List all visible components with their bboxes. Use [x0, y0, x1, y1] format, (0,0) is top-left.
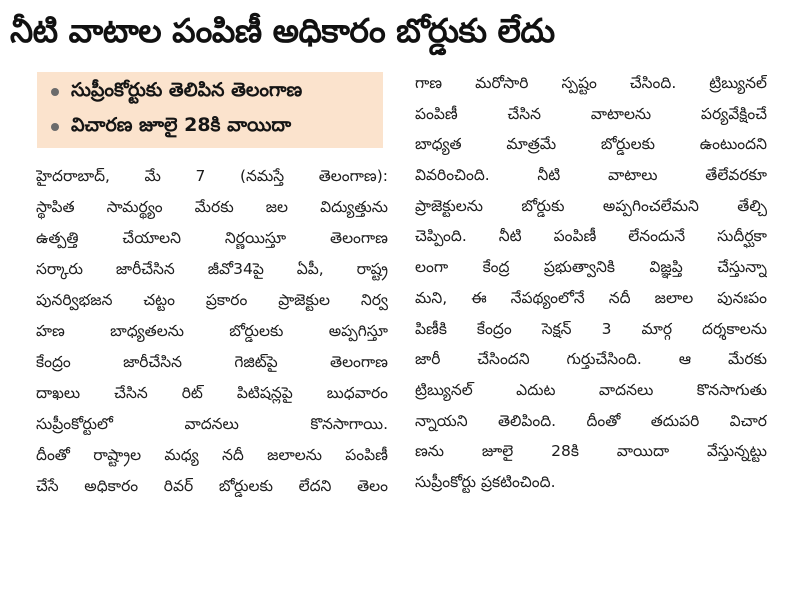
body-line: పిణీకి కేంద్రం సెక్షన్ 3 మార్గ దర్శకాలను [415, 319, 767, 338]
body-line: పునర్విభజన చట్టం ప్రకారం ప్రాజెక్టుల నిర్వ [36, 291, 388, 309]
body-line: పంపిణీ చేసిన వాటాలను పర్యవేక్షించే [415, 104, 767, 123]
bullet-icon [51, 88, 59, 96]
body-line: న్నాయని తెలిపింది. దీంతో తదుపరి విచార [415, 411, 767, 430]
article-column-right [415, 68, 767, 498]
article-column-left [36, 161, 388, 502]
body-line: కేంద్రం జారీచేసిన గెజిట్‌పై తెలంగాణ [36, 353, 388, 371]
body-line: గాణ మరోసారి స్పష్టం చేసింది. ట్రిబ్యునల్ [415, 74, 767, 92]
body-line: హణ బాధ్యతలను బోర్డులకు అప్పగిస్తూ [36, 322, 388, 340]
body-line: దీంతో రాష్ట్రాల మధ్య నదీ జలాలను పంపిణీ [36, 446, 388, 464]
body-line: బాధ్యత మాత్రమే బోర్డులకు ఉంటుందని [415, 135, 767, 154]
body-line: చేసే అధికారం రివర్ బోర్డులకు లేదని తెలం [36, 477, 388, 495]
body-line: వివరించింది. నీటి వాటాలు తేలేవరకూ [415, 166, 767, 185]
highlight-item [51, 113, 291, 141]
body-line: ప్రాజెక్టులను బోర్డుకు అప్పగించలేమని తేల్చి [415, 196, 767, 215]
body-line: జారీ చేసిందని గుర్తుచేసింది. ఆ మేరకు [415, 350, 767, 369]
body-line: హైదరాబాద్, మే 7 (నమస్తే తెలంగాణ): [36, 167, 388, 185]
highlight-text: విచారణ జూలై 28కి వాయిదా [71, 113, 292, 136]
body-line: మని, ఈ నేపథ్యంలోనే నదీ జలాల పునఃపం [415, 288, 767, 307]
body-line: ట్రిబ్యునల్ ఎదుట వాదనలు కొనసాగుతు [415, 380, 767, 399]
body-line: సుప్రీంకోర్టులో వాదనలు కొనసాగాయి. [36, 415, 388, 433]
highlights-box [37, 72, 383, 148]
body-line: స్థాపిత సామర్థ్యం మేరకు జల విద్యుత్తును [36, 198, 388, 216]
body-line: ణను జూలై 28కి వాయిదా వేస్తున్నట్టు [415, 442, 767, 461]
highlight-text: సుప్రీంకోర్టుకు తెలిపిన తెలంగాణ [71, 78, 303, 101]
body-line: లంగా కేంద్ర ప్రభుత్వానికి విజ్ఞప్తి చేస్తున్నా [415, 258, 767, 277]
body-line: దాఖలు చేసిన రిట్ పిటిషన్లపై బుధవారం [36, 384, 388, 402]
body-line: సర్కారు జారీచేసిన జీవో34పై ఏపీ, రాష్ట్ర [36, 260, 388, 278]
body-line: సుప్రీంకోర్టు ప్రకటించింది. [415, 472, 556, 491]
headline: నీటి వాటాల పంపిణీ అధికారం బోర్డుకు లేదు [10, 11, 555, 50]
body-line: చెప్పింది. నీటి పంపిణీ లేనందునే సుదీర్ఘకా [415, 227, 767, 246]
bullet-icon [51, 123, 59, 131]
highlight-item [51, 78, 302, 106]
body-line: ఉత్పత్తి చేయాలని నిర్ణయిస్తూ తెలంగాణ [36, 229, 388, 247]
